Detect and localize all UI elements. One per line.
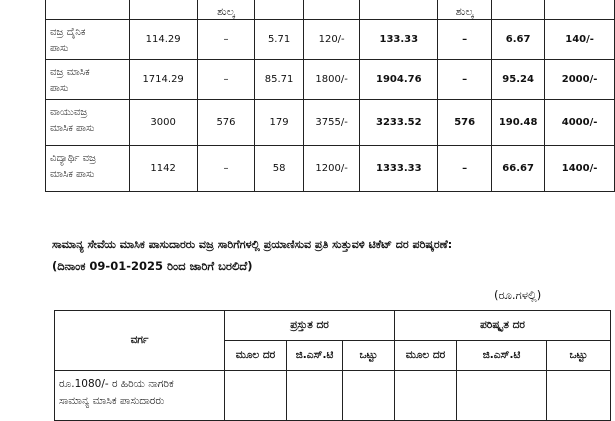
cell: 6.67 (492, 20, 545, 60)
header-cell (545, 0, 615, 20)
header-cell-fee: ಶುಲ್ಕ (438, 0, 492, 20)
cell (457, 371, 547, 421)
cell: 114.29 (129, 20, 197, 60)
revised-rate-header: ಪರಿಷ್ಕೃತ ದರ (395, 311, 611, 341)
cell: 120/- (303, 20, 359, 60)
cell: 179 (255, 100, 304, 146)
cell: 2000/- (545, 60, 615, 100)
cell (395, 371, 457, 421)
header-cell (303, 0, 359, 20)
cell: 3233.52 (360, 100, 438, 146)
header-cell (255, 0, 304, 20)
cell: 66.67 (492, 146, 545, 192)
cell: – (438, 146, 492, 192)
notice-heading: ಸಾಮಾನ್ಯ ಸೇವೆಯ ಮಾಸಿಕ ಪಾಸುದಾರರು ವಜ್ರ ಸಾರಿಗೆಗಳಲ್ಲಿ ಪ್ರಯಾಣಿಸುವ ಪ್ರತಿ ಸುತ್ತುವಳಿ ಟಿಕೆಟ್ ದರ ಪರಿಷ್ಕರಣೆ: (52, 238, 453, 251)
row-label: ವಜ್ರ ಮಾಸಿಕ ಪಾಸು (46, 60, 130, 100)
cell: – (438, 20, 492, 60)
cell: – (197, 20, 254, 60)
cell: 576 (197, 100, 254, 146)
cell: 1200/- (303, 146, 359, 192)
cell: 190.48 (492, 100, 545, 146)
header-cell (46, 0, 130, 20)
row-label: ರೂ.1080/- ರ ಹಿರಿಯ ನಾಗರಿಕ ಸಾಮಾನ್ಯ ಮಾಸಿಕ ಪಾಸುದಾರರು (55, 371, 225, 421)
cell: 576 (438, 100, 492, 146)
base-rate-header: ಮೂಲ ದರ (225, 341, 287, 371)
cell: 5.71 (255, 20, 304, 60)
gst-header: ಜಿ.ಎಸ್.ಟಿ (287, 341, 343, 371)
table-row (46, 60, 615, 100)
cell (547, 371, 611, 421)
cell: 58 (255, 146, 304, 192)
cell: 1333.33 (360, 146, 438, 192)
cell: 1142 (129, 146, 197, 192)
row-label: ವಾಯುವಜ್ರ ಮಾಸಿಕ ಪಾಸು (46, 100, 130, 146)
unit-note: (ರೂ.ಗಳಲ್ಲಿ) (494, 288, 542, 302)
cell: – (197, 60, 254, 100)
total-header: ಒಟ್ಟು (343, 341, 395, 371)
header-cell-fee: ಶುಲ್ಕ (197, 0, 254, 20)
fare-table-bottom (54, 310, 611, 421)
row-label: ವಿದ್ಯಾರ್ಥಿ ವಜ್ರ ಮಾಸಿಕ ಪಾಸು (46, 146, 130, 192)
gst-header: ಜಿ.ಎಸ್.ಟಿ (457, 341, 547, 371)
header-cell (129, 0, 197, 20)
header-row (46, 0, 615, 20)
cell: 1904.76 (360, 60, 438, 100)
table-row (55, 371, 611, 421)
header-cell (492, 0, 545, 20)
cell: 4000/- (545, 100, 615, 146)
table-row (46, 146, 615, 192)
cell: – (438, 60, 492, 100)
cell: 85.71 (255, 60, 304, 100)
cell: 95.24 (492, 60, 545, 100)
current-rate-header: ಪ್ರಸ್ತುತ ದರ (225, 311, 395, 341)
total-header: ಒಟ್ಟು (547, 341, 611, 371)
cell: 3755/- (303, 100, 359, 146)
cell: 133.33 (360, 20, 438, 60)
cell: 1400/- (545, 146, 615, 192)
cell (287, 371, 343, 421)
cell: 140/- (545, 20, 615, 60)
notice-subheading: (ದಿನಾಂಕ 09-01-2025 ರಿಂದ ಜಾರಿಗೆ ಬರಲಿದೆ) (52, 259, 253, 273)
table-row (46, 100, 615, 146)
cell: 1800/- (303, 60, 359, 100)
header-cell (360, 0, 438, 20)
fare-table-top (45, 0, 615, 192)
cell: 3000 (129, 100, 197, 146)
base-rate-header: ಮೂಲ ದರ (395, 341, 457, 371)
category-header: ವರ್ಗ (55, 311, 225, 371)
cell: – (197, 146, 254, 192)
cell (225, 371, 287, 421)
cell (343, 371, 395, 421)
group-header-row (55, 311, 611, 341)
cell: 1714.29 (129, 60, 197, 100)
row-label: ವಜ್ರ ದೈನಿಕ ಪಾಸು (46, 20, 130, 60)
table-row (46, 20, 615, 60)
